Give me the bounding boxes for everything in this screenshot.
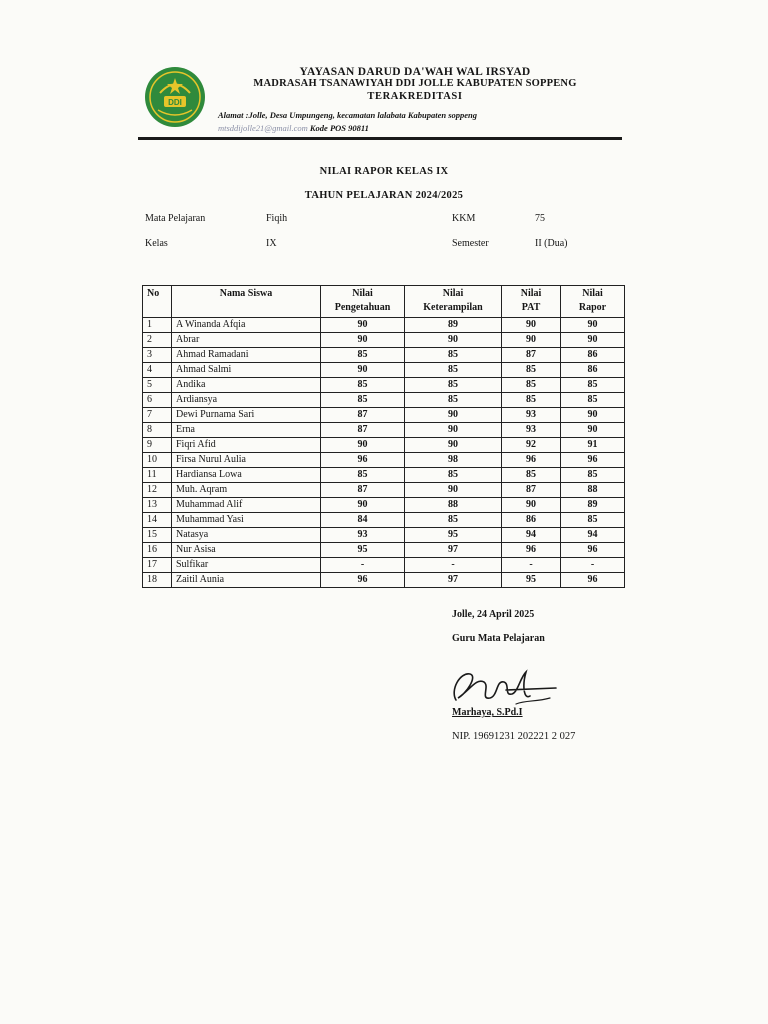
foundation-name: YAYASAN DARUD DA'WAH WAL IRSYAD (299, 66, 531, 78)
cell-no: 13 (143, 498, 172, 513)
school-name: MADRASAH TSANAWIYAH DDI JOLLE KABUPATEN SOPPENG (253, 78, 577, 89)
cell-skill-score: 97 (405, 543, 502, 558)
cell-knowledge-score: 84 (321, 513, 405, 528)
semester-value: II (Dua) (535, 238, 568, 249)
cell-pat-score: - (502, 558, 561, 573)
cell-rapor-score: 94 (561, 528, 625, 543)
class-value: IX (266, 238, 277, 249)
header-knowledge (321, 286, 405, 318)
cell-skill-score: 88 (405, 498, 502, 513)
cell-skill-score: 90 (405, 483, 502, 498)
cell-student-name: Dewi Purnama Sari (172, 408, 321, 423)
header-pat-line2: PAT (521, 302, 541, 313)
cell-rapor-score: 90 (561, 318, 625, 333)
cell-knowledge-score: 93 (321, 528, 405, 543)
cell-skill-score: 98 (405, 453, 502, 468)
subject-label: Mata Pelajaran (145, 213, 206, 224)
table-row (143, 453, 625, 468)
table-row (143, 363, 625, 378)
school-email: mtsddijolle21@gmail.com (218, 123, 308, 133)
cell-knowledge-score: 90 (321, 498, 405, 513)
header-skill-line1: Nilai (442, 288, 464, 299)
cell-skill-score: 85 (405, 513, 502, 528)
cell-pat-score: 87 (502, 348, 561, 363)
cell-pat-score: 96 (502, 543, 561, 558)
cell-student-name: Muhammad Alif (172, 498, 321, 513)
table-row (143, 498, 625, 513)
cell-student-name: Ahmad Ramadani (172, 348, 321, 363)
table-row (143, 528, 625, 543)
table-row (143, 543, 625, 558)
accreditation: TERAKREDITASI (367, 91, 463, 102)
contact-line (218, 123, 369, 133)
cell-skill-score: 97 (405, 573, 502, 588)
cell-student-name: Natasya (172, 528, 321, 543)
cell-pat-score: 90 (502, 318, 561, 333)
header-pat (502, 286, 561, 318)
table-row (143, 393, 625, 408)
cell-student-name: Zaitil Aunia (172, 573, 321, 588)
table-row (143, 378, 625, 393)
class-label: Kelas (145, 238, 168, 249)
report-title: NILAI RAPOR KELAS IX (319, 166, 449, 177)
cell-knowledge-score: 85 (321, 378, 405, 393)
cell-pat-score: 90 (502, 498, 561, 513)
cell-student-name: Abrar (172, 333, 321, 348)
header-knowledge-line1: Nilai (352, 288, 373, 299)
cell-skill-score: 89 (405, 318, 502, 333)
cell-rapor-score: 85 (561, 393, 625, 408)
cell-pat-score: 90 (502, 333, 561, 348)
cell-student-name: Sulfikar (172, 558, 321, 573)
cell-pat-score: 92 (502, 438, 561, 453)
table-row (143, 513, 625, 528)
cell-skill-score: 95 (405, 528, 502, 543)
semester-label: Semester (452, 238, 489, 249)
cell-rapor-score: 85 (561, 378, 625, 393)
cell-student-name: Ardiansya (172, 393, 321, 408)
cell-no: 10 (143, 453, 172, 468)
cell-no: 14 (143, 513, 172, 528)
cell-skill-score: 85 (405, 378, 502, 393)
teacher-nip: NIP. 19691231 202221 2 027 (452, 731, 576, 742)
cell-rapor-score: 88 (561, 483, 625, 498)
table-row (143, 483, 625, 498)
cell-knowledge-score: - (321, 558, 405, 573)
header-pat-line1: Nilai (520, 288, 542, 299)
cell-pat-score: 85 (502, 468, 561, 483)
cell-rapor-score: 96 (561, 573, 625, 588)
table-row (143, 318, 625, 333)
cell-knowledge-score: 87 (321, 483, 405, 498)
cell-no: 12 (143, 483, 172, 498)
cell-pat-score: 96 (502, 453, 561, 468)
cell-skill-score: - (405, 558, 502, 573)
header-rapor-line2: Rapor (578, 302, 607, 313)
header-knowledge-line2: Pengetahuan (334, 302, 391, 313)
cell-pat-score: 86 (502, 513, 561, 528)
cell-no: 3 (143, 348, 172, 363)
cell-no: 11 (143, 468, 172, 483)
cell-skill-score: 90 (405, 438, 502, 453)
cell-knowledge-score: 95 (321, 543, 405, 558)
header-skill-line2: Keterampilan (423, 302, 483, 313)
table-row (143, 573, 625, 588)
cell-knowledge-score: 96 (321, 453, 405, 468)
table-header-row (143, 286, 625, 318)
postal-code: Kode POS 90811 (309, 123, 369, 133)
header-rapor-line1: Nilai (582, 288, 603, 299)
cell-no: 8 (143, 423, 172, 438)
cell-no: 9 (143, 438, 172, 453)
school-address: Alamat :Jolle, Desa Umpungeng, kecamatan lalabata Kabupaten soppeng (218, 110, 478, 120)
cell-knowledge-score: 90 (321, 333, 405, 348)
cell-skill-score: 85 (405, 468, 502, 483)
cell-pat-score: 85 (502, 378, 561, 393)
cell-student-name: Firsa Nurul Aulia (172, 453, 321, 468)
cell-no: 15 (143, 528, 172, 543)
logo-text: DDI (168, 98, 182, 107)
cell-rapor-score: 90 (561, 423, 625, 438)
cell-pat-score: 85 (502, 363, 561, 378)
cell-pat-score: 93 (502, 423, 561, 438)
cell-student-name: Ahmad Salmi (172, 363, 321, 378)
cell-no: 1 (143, 318, 172, 333)
cell-pat-score: 93 (502, 408, 561, 423)
ddi-logo-icon (144, 66, 206, 128)
cell-rapor-score: 91 (561, 438, 625, 453)
cell-no: 6 (143, 393, 172, 408)
cell-pat-score: 85 (502, 393, 561, 408)
cell-pat-score: 87 (502, 483, 561, 498)
cell-skill-score: 85 (405, 348, 502, 363)
cell-no: 2 (143, 333, 172, 348)
table-row (143, 468, 625, 483)
header-skill (405, 286, 502, 318)
cell-rapor-score: 86 (561, 363, 625, 378)
cell-knowledge-score: 90 (321, 438, 405, 453)
kkm-value: 75 (535, 213, 545, 224)
cell-knowledge-score: 87 (321, 408, 405, 423)
cell-no: 7 (143, 408, 172, 423)
cell-skill-score: 90 (405, 333, 502, 348)
teacher-name: Marhaya, S.Pd.I (452, 707, 523, 718)
table-row (143, 333, 625, 348)
cell-knowledge-score: 85 (321, 468, 405, 483)
header-rapor (561, 286, 625, 318)
header-no: No (143, 286, 172, 318)
cell-knowledge-score: 90 (321, 363, 405, 378)
teacher-role: Guru Mata Pelajaran (452, 633, 545, 644)
cell-knowledge-score: 96 (321, 573, 405, 588)
cell-no: 17 (143, 558, 172, 573)
grades-table (142, 285, 625, 588)
cell-no: 5 (143, 378, 172, 393)
cell-rapor-score: 90 (561, 408, 625, 423)
cell-student-name: Andika (172, 378, 321, 393)
cell-skill-score: 90 (405, 408, 502, 423)
cell-rapor-score: 96 (561, 543, 625, 558)
cell-student-name: Muh. Aqram (172, 483, 321, 498)
cell-pat-score: 94 (502, 528, 561, 543)
cell-skill-score: 85 (405, 393, 502, 408)
cell-rapor-score: 85 (561, 513, 625, 528)
cell-rapor-score: - (561, 558, 625, 573)
table-row (143, 558, 625, 573)
cell-knowledge-score: 85 (321, 348, 405, 363)
header-divider (138, 137, 622, 140)
subject-value: Fiqih (266, 213, 288, 224)
cell-knowledge-score: 87 (321, 423, 405, 438)
cell-rapor-score: 89 (561, 498, 625, 513)
kkm-label: KKM (452, 213, 476, 224)
cell-rapor-score: 96 (561, 453, 625, 468)
cell-rapor-score: 86 (561, 348, 625, 363)
academic-year-title: TAHUN PELAJARAN 2024/2025 (304, 190, 464, 201)
cell-skill-score: 85 (405, 363, 502, 378)
cell-knowledge-score: 90 (321, 318, 405, 333)
cell-student-name: Fiqri Afid (172, 438, 321, 453)
cell-knowledge-score: 85 (321, 393, 405, 408)
table-row (143, 408, 625, 423)
cell-student-name: Nur Asisa (172, 543, 321, 558)
cell-no: 16 (143, 543, 172, 558)
cell-rapor-score: 90 (561, 333, 625, 348)
cell-rapor-score: 85 (561, 468, 625, 483)
cell-skill-score: 90 (405, 423, 502, 438)
cell-no: 4 (143, 363, 172, 378)
place-date: Jolle, 24 April 2025 (452, 609, 535, 620)
cell-student-name: Hardiansa Lowa (172, 468, 321, 483)
cell-student-name: Muhammad Yasi (172, 513, 321, 528)
letterhead (210, 66, 620, 103)
cell-student-name: A Winanda Afqia (172, 318, 321, 333)
grades-table-body (143, 318, 625, 588)
cell-pat-score: 95 (502, 573, 561, 588)
table-row (143, 438, 625, 453)
table-row (143, 423, 625, 438)
header-name: Nama Siswa (172, 286, 321, 318)
cell-no: 18 (143, 573, 172, 588)
cell-student-name: Erna (172, 423, 321, 438)
table-row (143, 348, 625, 363)
